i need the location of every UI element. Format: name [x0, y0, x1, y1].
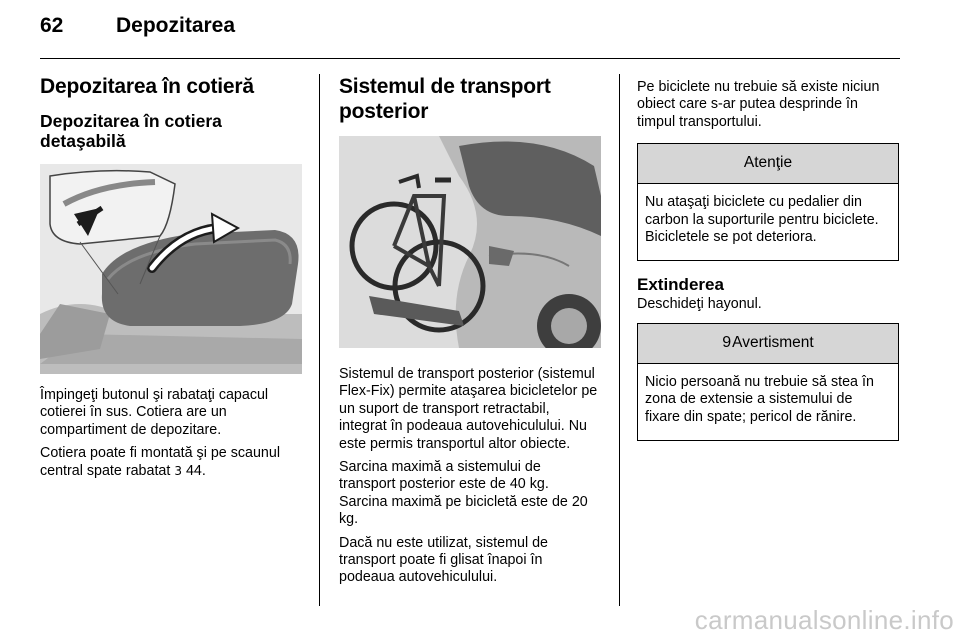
warning-triangle-icon: 9 — [722, 333, 732, 351]
armrest-instructions: Împingeţi butonul şi rabataţi capacul cotierei în sus. Cotiera are un compartiment de depozitare. — [40, 387, 269, 438]
caution-body: Nu ataşaţi biciclete cu pedalier din carbon la suporturile pentru biciclete. Bicicletele se pot deteriora. — [645, 194, 879, 246]
column-divider-1 — [319, 74, 320, 606]
page-reference-arrow-icon: 3 — [174, 463, 182, 478]
header-rule — [40, 58, 900, 59]
chapter-title: Depozitarea — [116, 14, 236, 37]
extending-instruction: Deschideţi hayonul. — [637, 296, 762, 313]
watermark: carmanualsonline.info — [694, 605, 954, 635]
column-2 — [339, 74, 601, 587]
bike-carrier-illustration — [339, 136, 601, 348]
armrest-rear-seat-note — [40, 445, 302, 480]
subsection-heading-extending: Extinderea — [637, 275, 724, 295]
page-header — [40, 14, 920, 44]
armrest-rear-seat-note-text: Cotiera poate fi montată şi pe scaunul central spate rabatat — [40, 445, 281, 479]
column-1 — [40, 74, 302, 480]
section-heading-rear-carrier: Sistemul de transport posterior — [339, 75, 551, 123]
armrest-illustration — [40, 164, 302, 374]
subsection-heading-detachable-armrest: Depozitarea în cotiera detaşabilă — [40, 111, 222, 151]
caution-box — [637, 143, 899, 261]
bike-carrier-illustration-svg — [339, 136, 601, 348]
rear-carrier-stow-note: Dacă nu este utilizat, sistemul de transport poate fi glisat înapoi în podeaua autovehiculului. — [339, 534, 548, 586]
loose-objects-note: Pe biciclete nu trebuie să existe niciun obiect care s-ar putea desprinde în timpul transportului. — [637, 79, 880, 130]
warning-box — [637, 323, 899, 441]
column-divider-2 — [619, 74, 620, 606]
section-heading-armrest: Depozitarea în cotieră — [40, 75, 254, 98]
rear-carrier-max-load: Sarcina maximă a sistemului de transport posterior este de 40 kg. Sarcina maximă pe bicicletă este de 20 kg. — [339, 459, 588, 528]
rear-carrier-description: Sistemul de transport posterior (sistemul Flex-Fix) permite ataşarea bicicletelor pe un suport de transport retractabil, integrat în podeaua autovehiculului. Nu este permis transportul altor obiecte. — [339, 366, 598, 452]
armrest-illustration-svg — [40, 164, 302, 374]
page-number: 62 — [40, 14, 64, 37]
column-3 — [637, 74, 900, 441]
warning-body: Nicio persoană nu trebuie să stea în zona de extensie a sistemului de fixare din spate; pericol de rănire. — [645, 373, 874, 425]
page-reference-number: 44. — [181, 462, 206, 479]
warning-header — [638, 324, 898, 364]
caution-title: Atenţie — [638, 144, 898, 184]
warning-title: Avertisment — [732, 333, 814, 351]
